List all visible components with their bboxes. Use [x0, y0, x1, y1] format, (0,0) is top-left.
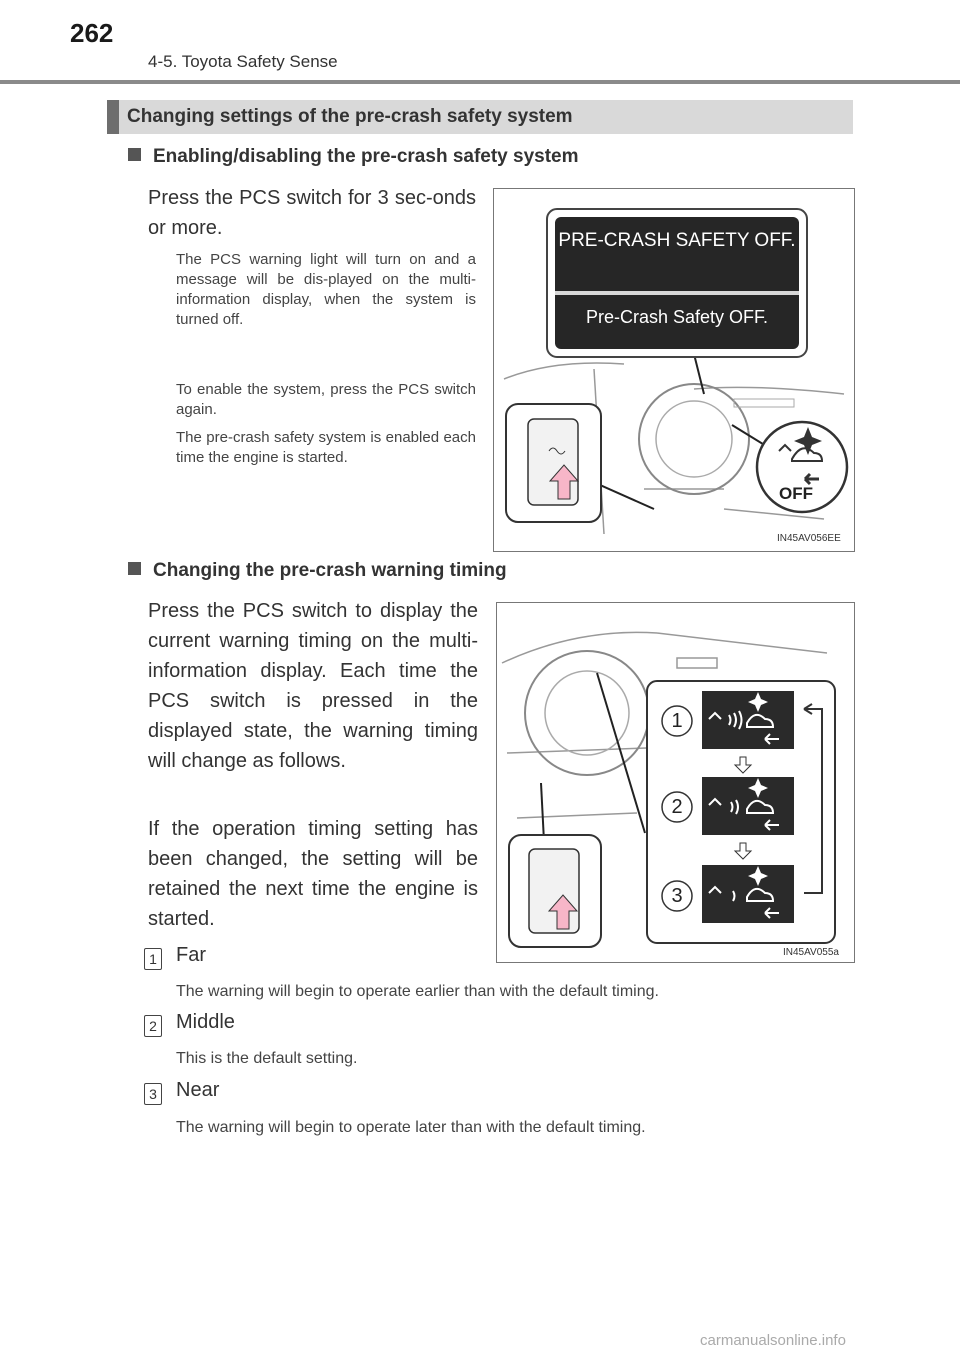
item-title-middle: Middle — [176, 1011, 235, 1033]
section-title: Changing settings of the pre-crash safety system — [127, 106, 573, 127]
section-title-bar — [107, 100, 853, 134]
subheading-enable — [128, 146, 579, 168]
header-rule — [0, 80, 960, 84]
figure-warning-timing — [496, 602, 855, 963]
enable-note-2: To enable the system, press the PCS switch again. — [176, 381, 476, 418]
subheading-enable-text: Enabling/disabling the pre-crash safety system — [153, 146, 579, 167]
enable-note-1: The PCS warning light will turn on and a message will be dis-played on the multi-information display, when the system is turned off. — [176, 251, 476, 328]
item-desc-near: The warning will begin to operate later than with the default timing. — [176, 1119, 646, 1136]
footer-watermark: carmanualsonline.info — [700, 1332, 846, 1349]
square-bullet-icon — [128, 562, 141, 575]
item-desc-far: The warning will begin to operate earlier than with the default timing. — [176, 983, 659, 1000]
item-number-icon: 3 — [144, 1083, 162, 1105]
off-message-lower: Pre-Crash Safety OFF. — [585, 307, 769, 327]
item-number-icon: 2 — [144, 1015, 162, 1037]
page-number: 262 — [70, 18, 114, 48]
switch-off-label: OFF — [779, 484, 813, 503]
subheading-timing-text: Changing the pre-crash warning timing — [153, 560, 507, 581]
timing-label-3: 3 — [671, 885, 683, 907]
warning-timing-illustration — [497, 603, 854, 962]
figure-code: IN45AV056EE — [777, 533, 841, 544]
timing-paragraph-1: Press the PCS switch to display the current warning timing on the multi-information display. Each time the PCS switch is pressed in the displayed state, the warning timing will change as follows. — [148, 600, 478, 772]
item-title-far: Far — [176, 944, 206, 966]
timing-label-2: 2 — [671, 796, 683, 818]
item-title-near: Near — [176, 1079, 220, 1101]
figure-code: IN45AV055a — [783, 947, 839, 958]
enable-note-3: The pre-crash safety system is enabled each time the engine is started. — [176, 429, 476, 466]
figure-pcs-off — [493, 188, 855, 552]
timing-label-1: 1 — [671, 710, 683, 732]
subheading-timing — [128, 560, 507, 582]
item-number-icon: 1 — [144, 948, 162, 970]
enable-instruction: Press the PCS switch for 3 sec-onds or more. — [148, 187, 476, 239]
square-bullet-icon — [128, 148, 141, 161]
title-accent — [107, 100, 119, 134]
off-message-upper: PRE-CRASH SAFETY OFF. — [558, 230, 796, 251]
timing-paragraph-2: If the operation timing setting has been changed, the setting will be retained the next time the engine is started. — [148, 818, 478, 930]
section-breadcrumb: 4-5. Toyota Safety Sense — [148, 52, 338, 71]
item-desc-middle: This is the default setting. — [176, 1050, 358, 1067]
